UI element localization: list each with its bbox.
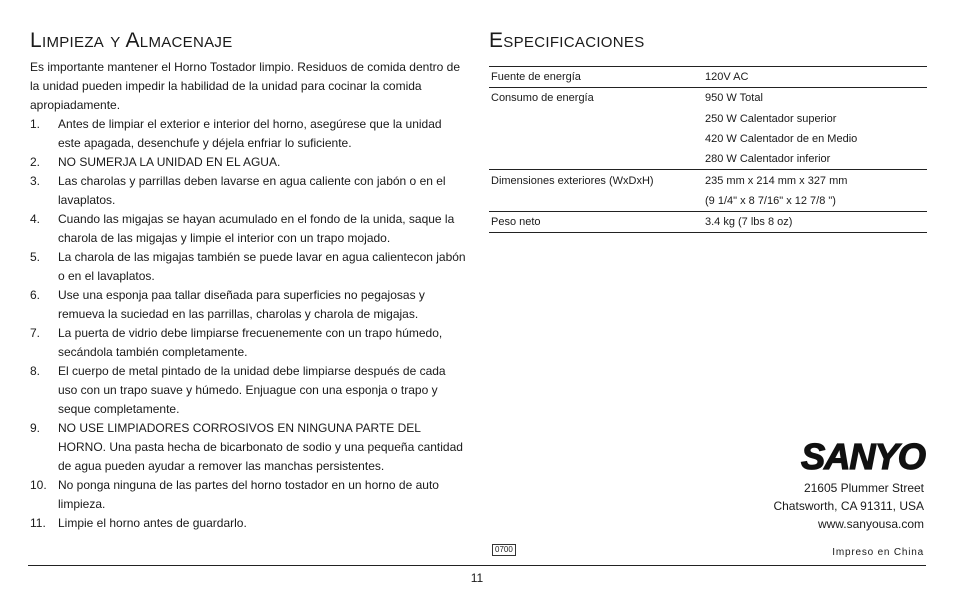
spec-label: Consumo de energía [489, 88, 703, 109]
table-row [489, 88, 927, 109]
step-text: Las charolas y parrillas deben lavarse en agua caliente con jabón o en el lavaplatos. [58, 174, 446, 207]
footer-divider [28, 565, 926, 566]
document-code: 0700 [492, 544, 516, 556]
list-item [30, 514, 466, 533]
step-number: 2. [30, 155, 41, 169]
brand-text: SANYO [801, 436, 926, 474]
step-number: 1. [30, 117, 41, 131]
step-text: La charola de las migajas también se puede lavar en agua calientecon jabón o en el lavaplatos. [58, 250, 466, 283]
list-item [30, 210, 466, 248]
step-text: El cuerpo de metal pintado de la unidad debe limpiarse después de cada uso con un trapo suave y húmedo. Enjuague con una esponja o trapo y seque completamente. [58, 364, 446, 416]
spec-value: (9 1/4" x 8 7/16" x 12 7/8 ") [705, 194, 836, 207]
address-city: Chatsworth, CA 91311, USA [773, 499, 924, 513]
step-text: NO SUMERJA LA UNIDAD EN EL AGUA. [58, 155, 281, 169]
table-row [489, 109, 927, 129]
list-item [30, 324, 466, 362]
cleaning-heading: Limpieza y Almacenaje [30, 29, 233, 52]
table-row [489, 170, 927, 191]
table-row [489, 191, 927, 212]
spec-value: 250 W Calentador superior [705, 112, 837, 125]
list-item [30, 476, 466, 514]
list-item [30, 419, 466, 476]
sanyo-logo-graphic [800, 436, 926, 474]
table-row [489, 212, 927, 233]
sanyo-logo [800, 436, 926, 479]
specs-section [489, 28, 927, 233]
spec-value: 3.4 kg (7 lbs 8 oz) [703, 212, 927, 233]
spec-value: 950 W Total [703, 88, 927, 109]
spec-value: 235 mm x 214 mm x 327 mm [703, 170, 927, 191]
spec-value: 120V AC [703, 67, 927, 88]
step-number: 7. [30, 326, 41, 340]
list-item [30, 248, 466, 286]
list-item [30, 362, 466, 419]
website-link: www.sanyousa.com [817, 517, 924, 531]
spec-label: Dimensiones exteriores (WxDxH) [489, 170, 703, 191]
spec-label [489, 129, 703, 149]
step-text: Cuando las migajas se hayan acumulado en el fondo de la unida, saque la charola de las migajas y limpie el interior con un trapo mojado. [58, 212, 455, 245]
spec-label [489, 191, 703, 212]
step-text: Limpie el horno antes de guardarlo. [58, 516, 247, 530]
list-item [30, 286, 466, 324]
step-text: Antes de limpiar el exterior e interior del horno, asegúrese que la unidad este apagada, desenchufe y déjela enfriar lo suficiente. [58, 117, 442, 150]
step-text: Use una esponja paa tallar diseñada para superficies no pegajosas y remueva la suciedad en las parrillas, charolas y charola de migajas. [58, 288, 425, 321]
spec-label: Fuente de energía [489, 67, 703, 88]
cleaning-steps [30, 115, 466, 533]
table-row [489, 67, 927, 88]
page-number: 11 [470, 571, 484, 585]
step-number: 8. [30, 364, 41, 378]
list-item [30, 172, 466, 210]
printed-in: Impreso en China [832, 547, 924, 558]
table-row [489, 149, 927, 170]
cleaning-section [30, 28, 466, 533]
address-block [773, 479, 924, 533]
list-item [30, 153, 466, 172]
step-number: 3. [30, 174, 41, 188]
table-row [489, 129, 927, 149]
spec-label [489, 149, 703, 170]
spec-label: Peso neto [489, 212, 703, 233]
step-number: 9. [30, 421, 41, 435]
spec-value: 420 W Calentador de en Medio [705, 133, 858, 146]
step-number: 6. [30, 288, 41, 302]
step-number: 11. [30, 516, 46, 530]
step-text: NO USE LIMPIADORES CORROSIVOS EN NINGUNA PARTE DEL HORNO. Una pasta hecha de bicarbonato de sodio y una pequeña cantidad de agua pueden ayudar a remover las manchas persistentes. [58, 421, 463, 473]
specs-heading: Especificaciones [489, 29, 645, 52]
step-text: La puerta de vidrio debe limpiarse frecuenemente con un trapo húmedo, secándola también completamente. [58, 326, 443, 359]
step-number: 10. [30, 478, 47, 492]
step-number: 5. [30, 250, 41, 264]
specs-table [489, 66, 927, 233]
address-street: 21605 Plummer Street [803, 481, 924, 495]
cleaning-intro: Es importante mantener el Horno Tostador limpio. Residuos de comida dentro de la unidad pueden impedir la habilidad de la unidad para cocinar la comida apropiadamente. [30, 60, 461, 112]
list-item [30, 115, 466, 153]
step-number: 4. [30, 212, 41, 226]
spec-value: 280 W Calentador inferior [705, 153, 831, 166]
spec-label [489, 109, 703, 129]
step-text: No ponga ninguna de las partes del horno tostador en un horno de auto limpieza. [58, 478, 439, 511]
